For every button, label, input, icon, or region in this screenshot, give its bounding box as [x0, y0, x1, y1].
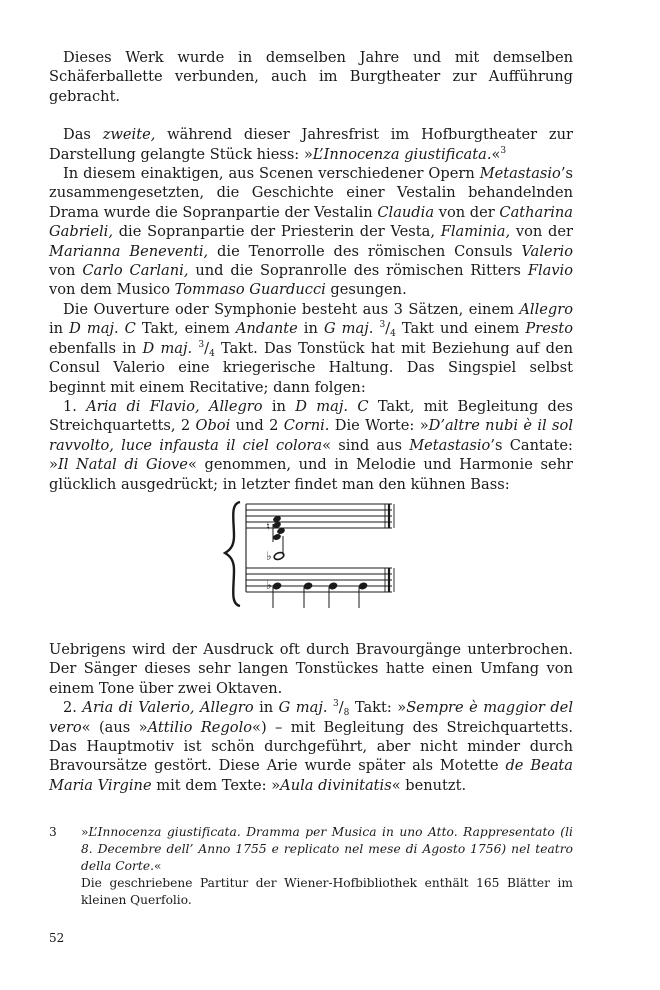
footnote-title: »L’Innocenza giustificata. Dramma per Musica in uno Atto. Rappresentato (li 8. Decembre dell’ Anno 1755 e replicato nel mese di Agosto 1756) nel teatro della Corte.«: [81, 825, 573, 873]
paragraph-6: Uebrigens wird der Ausdruck oft durch Bravourgänge unterbrochen. Der Sänger dieses sehr langen Tonstückes hatte einen Umfang von einem Tone über zwei Oktaven.: [49, 641, 573, 697]
svg-text:♭: ♭: [266, 578, 272, 592]
footnote-description: Die geschriebene Partitur der Wiener-Hofbibliothek enthält 165 Blätter im kleinen Querfolio.: [81, 876, 573, 907]
svg-text:♭: ♭: [266, 549, 272, 563]
footnote-body: [81, 824, 573, 909]
final-double-barline: [385, 504, 394, 592]
paragraph-4: Die Ouverture oder Symphonie besteht aus 3 Sätzen, einem Allegro in D maj. C Takt, einem Andante in G maj. $^3/_4$ Takt und einem Presto ebenfalls in D maj. $^3/_4$ Takt. Das Tonstück hat mit Beziehung auf den Consul Valerio eine kriegerische Haltung. Das Singspiel selbst beginnt mit einem Recitative; dann folgen:: [49, 300, 573, 396]
footnote-3: [49, 824, 573, 909]
paragraph-gap: [49, 106, 573, 125]
paragraph-7: 2. Aria di Valerio, Allegro in G maj. $^3/_8$ Takt: »Sempre è maggior del vero« (aus »Attilio Regolo«) – mit Begleitung des Streichquartetts. Das Hauptmotiv ist schön durchgeführt, aber nicht minder durch Bravoursätze gestört. Diese Arie wurde später als Motette de Beata Maria Virgine mit dem Texte: »Aula divinitatis« benutzt.: [49, 699, 574, 794]
music-notation-bass-example: [222, 496, 402, 612]
paragraph-2: Das zweite, während dieser Jahresfrist im Hofburgtheater zur Darstellung gelangte Stück hiess: »L’Innocenza giustificata.«$^3$: [49, 126, 574, 163]
brace-icon: [225, 502, 240, 606]
paragraph-5: 1. Aria di Flavio, Allegro in D maj. C Takt, mit Begleitung des Streichquartetts, 2 Oboi und 2 Corni. Die Worte: »D’altre nubi è il sol ravvolto, luce infausta il ciel colora« sind aus Metastasio’s Cantate: »Il Natal di Giove« genommen, und in Melodie und Harmonie sehr glücklich ausgedrückt; in letzter findet man den kühnen Bass:: [49, 397, 573, 493]
paragraph-1: Dieses Werk wurde in demselben Jahre und mit demselben Schäferballette verbunden, auch im Burgtheater zur Aufführung gebracht.: [49, 49, 573, 105]
bass-quarter-notes: [266, 578, 368, 608]
svg-text:♮: ♮: [266, 520, 270, 533]
footnote-number: 3: [49, 825, 57, 839]
half-note-with-flat: [266, 536, 285, 563]
main-text-upper: [49, 48, 573, 494]
footnote-reference[interactable]: 3: [500, 145, 507, 156]
page-number: 52: [49, 931, 65, 945]
paragraph-3: In diesem einaktigen, aus Scenen verschiedener Opern Metastasio’s zusammengesetzten, die Geschichte einer Vestalin behandelnden Drama wurde die Sopranpartie der Vestalin Claudia von der Catharina Gabrieli, die Sopranpartie der Priesterin der Vesta, Flaminia, von der Marianna Beneventi, die Tenorrolle des römischen Consuls Valerio von Carlo Carlani, und die Sopranrolle des römischen Ritters Flavio von dem Musico Tommaso Guarducci gesungen.: [49, 165, 574, 299]
main-text-lower: [49, 640, 573, 795]
